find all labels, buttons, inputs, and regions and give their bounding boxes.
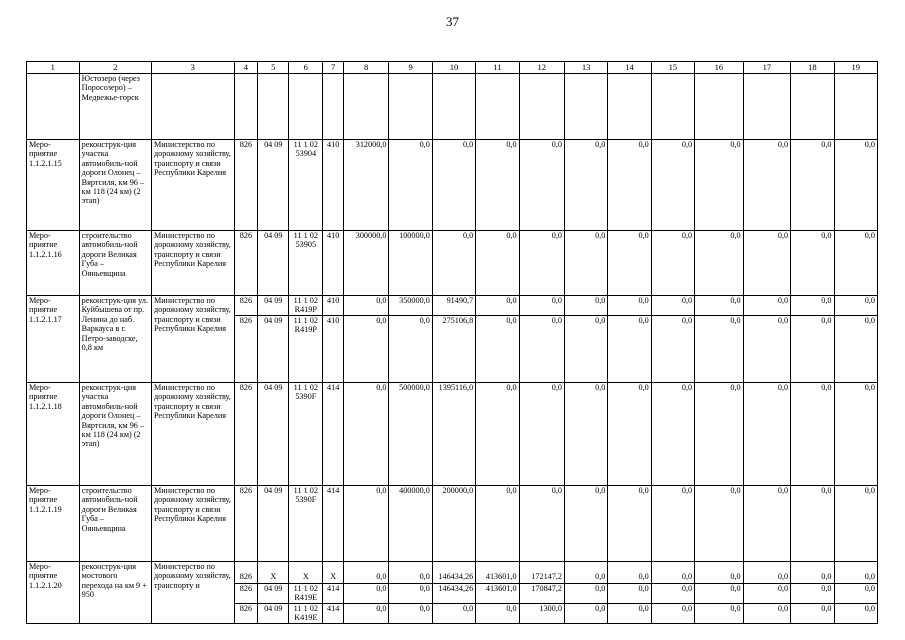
measure-id-cell (27, 74, 80, 140)
value-cell: 826 (234, 140, 258, 231)
value-cell: 146434,26 (432, 562, 475, 584)
value-cell: 11 1 02 5390F (289, 486, 323, 562)
value-cell: 0,0 (791, 383, 834, 486)
value-cell: 0,0 (564, 584, 607, 604)
column-number: 12 (519, 62, 564, 74)
value-cell: 0,0 (564, 486, 607, 562)
value-cell: 11 1 02 R419E (289, 584, 323, 604)
value-cell: 0,0 (432, 140, 475, 231)
value-cell: 11 1 02 R419P (289, 296, 323, 316)
value-cell: 0,0 (651, 296, 694, 316)
measure-name-cell: строительство автомобиль-ной дороги Великая Губа – Ояньевщина (79, 486, 151, 562)
value-cell: 0,0 (791, 296, 834, 316)
value-cell: 11 1 02 53905 (289, 231, 323, 296)
column-number: 5 (258, 62, 289, 74)
table-row (27, 383, 878, 486)
value-cell: 0,0 (743, 316, 791, 383)
value-cell: 0,0 (343, 383, 388, 486)
value-cell: 0,0 (695, 486, 744, 562)
empty-cell (791, 74, 834, 140)
value-cell: 0,0 (564, 231, 607, 296)
empty-cell (476, 74, 519, 140)
empty-cell (258, 74, 289, 140)
value-cell: 0,0 (651, 584, 694, 604)
value-cell: 146434,26 (432, 584, 475, 604)
value-cell: 0,0 (834, 296, 877, 316)
value-cell: 0,0 (389, 140, 432, 231)
value-cell: 172147,2 (519, 562, 564, 584)
table-row (27, 486, 878, 562)
value-cell: 0,0 (608, 140, 651, 231)
empty-cell (389, 74, 432, 140)
value-cell: 0,0 (519, 231, 564, 296)
value-cell: 0,0 (519, 296, 564, 316)
empty-cell (343, 74, 388, 140)
value-cell: 0,0 (432, 231, 475, 296)
column-number: 11 (476, 62, 519, 74)
empty-cell (289, 74, 323, 140)
value-cell: 04 09 (258, 296, 289, 316)
empty-cell (323, 74, 344, 140)
column-number: 13 (564, 62, 607, 74)
column-number: 8 (343, 62, 388, 74)
empty-cell (151, 74, 234, 140)
value-cell: 0,0 (519, 486, 564, 562)
value-cell: 0,0 (743, 383, 791, 486)
header-row (27, 62, 878, 74)
value-cell: 0,0 (343, 603, 388, 623)
empty-cell (695, 74, 744, 140)
value-cell: 414 (323, 486, 344, 562)
column-number: 6 (289, 62, 323, 74)
value-cell: 0,0 (651, 231, 694, 296)
value-cell: 0,0 (834, 486, 877, 562)
value-cell: 0,0 (834, 231, 877, 296)
value-cell: 0,0 (651, 140, 694, 231)
value-cell: 1395116,0 (432, 383, 475, 486)
column-number: 4 (234, 62, 258, 74)
page-number: 37 (446, 14, 459, 29)
value-cell: 413601,0 (476, 584, 519, 604)
value-cell: 312000,0 (343, 140, 388, 231)
value-cell: 0,0 (695, 383, 744, 486)
measure-name-cell: строительство автомобиль-ной дороги Великая Губа – Ояньевщина (79, 231, 151, 296)
measure-id-cell: Меро-приятие 1.1.2.1.19 (27, 486, 80, 562)
column-number: 3 (151, 62, 234, 74)
empty-cell (834, 74, 877, 140)
value-cell: 0,0 (476, 316, 519, 383)
value-cell: 0,0 (834, 584, 877, 604)
value-cell: 04 09 (258, 140, 289, 231)
value-cell: 0,0 (791, 486, 834, 562)
value-cell: 410 (323, 316, 344, 383)
value-cell: Х (323, 562, 344, 584)
value-cell: 0,0 (343, 562, 388, 584)
value-cell: 0,0 (743, 584, 791, 604)
value-cell: 0,0 (608, 603, 651, 623)
value-cell: 0,0 (651, 562, 694, 584)
measure-id-cell: Меро-приятие 1.1.2.1.15 (27, 140, 80, 231)
value-cell: 826 (234, 296, 258, 316)
value-cell: 11 1 02 5390F (289, 383, 323, 486)
empty-cell (564, 74, 607, 140)
value-cell: 11 1 02 R419P (289, 316, 323, 383)
measure-name-cell: реконструк-ция мостового перехода на км 9 + 950 (79, 562, 151, 624)
value-cell: 0,0 (389, 603, 432, 623)
empty-cell (432, 74, 475, 140)
value-cell: 826 (234, 603, 258, 623)
empty-cell (651, 74, 694, 140)
value-cell: 0,0 (519, 383, 564, 486)
value-cell: 0,0 (476, 140, 519, 231)
value-cell: 500000,0 (389, 383, 432, 486)
measure-name-cell: реконструк-ция ул. Куйбышева от пр. Ленина до наб. Варкауса в г. Петро-заводске, 0,8 км (79, 296, 151, 383)
value-cell: 826 (234, 584, 258, 604)
value-cell: 0,0 (651, 486, 694, 562)
table-row (27, 296, 878, 316)
value-cell: 413601,0 (476, 562, 519, 584)
value-cell: 826 (234, 316, 258, 383)
column-number: 14 (608, 62, 651, 74)
value-cell: 414 (323, 584, 344, 604)
value-cell: 0,0 (695, 231, 744, 296)
value-cell: 0,0 (564, 383, 607, 486)
empty-cell (743, 74, 791, 140)
value-cell: 0,0 (608, 486, 651, 562)
value-cell: 0,0 (791, 562, 834, 584)
value-cell: 826 (234, 231, 258, 296)
value-cell: 0,0 (343, 486, 388, 562)
responsible-org-cell: Министерство по дорожному хозяйству, транспорту и связи Республики Карелия (151, 486, 234, 562)
value-cell: 0,0 (743, 296, 791, 316)
value-cell: 0,0 (695, 584, 744, 604)
value-cell: 0,0 (519, 140, 564, 231)
table-row (27, 562, 878, 584)
value-cell: 410 (323, 296, 344, 316)
value-cell: 0,0 (608, 316, 651, 383)
value-cell: 0,0 (476, 603, 519, 623)
value-cell: 04 09 (258, 584, 289, 604)
value-cell: 410 (323, 231, 344, 296)
value-cell: 0,0 (651, 383, 694, 486)
value-cell: 0,0 (564, 316, 607, 383)
value-cell: 0,0 (743, 140, 791, 231)
responsible-org-cell: Министерство по дорожному хозяйству, транспорту и связи Республики Карелия (151, 231, 234, 296)
measure-id-cell: Меро-приятие 1.1.2.1.18 (27, 383, 80, 486)
value-cell: Х (258, 562, 289, 584)
budget-table (26, 61, 878, 624)
value-cell: 414 (323, 383, 344, 486)
value-cell: 0,0 (608, 584, 651, 604)
value-cell: 0,0 (834, 140, 877, 231)
value-cell: 0,0 (791, 140, 834, 231)
measure-name-cell: Юстозеро (через Поросозеро) – Медвежье-горск (79, 74, 151, 140)
column-number: 1 (27, 62, 80, 74)
value-cell: 0,0 (389, 584, 432, 604)
value-cell: 0,0 (476, 486, 519, 562)
value-cell: 350000,0 (389, 296, 432, 316)
value-cell: 0,0 (791, 603, 834, 623)
value-cell: 04 09 (258, 231, 289, 296)
value-cell: 0,0 (695, 603, 744, 623)
value-cell: 0,0 (432, 603, 475, 623)
value-cell: 04 09 (258, 603, 289, 623)
value-cell: 04 09 (258, 383, 289, 486)
value-cell: 0,0 (343, 316, 388, 383)
value-cell: Х (289, 562, 323, 584)
value-cell: 0,0 (834, 603, 877, 623)
value-cell: 0,0 (564, 140, 607, 231)
table-row (27, 231, 878, 296)
value-cell: 0,0 (343, 584, 388, 604)
measure-id-cell: Меро-приятие 1.1.2.1.17 (27, 296, 80, 383)
value-cell: 0,0 (743, 562, 791, 584)
value-cell: 0,0 (564, 562, 607, 584)
column-number: 17 (743, 62, 791, 74)
value-cell: 0,0 (651, 316, 694, 383)
measure-id-cell: Меро-приятие 1.1.2.1.20 (27, 562, 80, 624)
value-cell: 04 09 (258, 486, 289, 562)
column-number: 16 (695, 62, 744, 74)
value-cell: 300000,0 (343, 231, 388, 296)
table-row (27, 140, 878, 231)
value-cell: 1300,0 (519, 603, 564, 623)
value-cell: 0,0 (608, 231, 651, 296)
column-number: 7 (323, 62, 344, 74)
value-cell: 0,0 (695, 140, 744, 231)
value-cell: 275106,8 (432, 316, 475, 383)
value-cell: 100000,0 (389, 231, 432, 296)
value-cell: 0,0 (743, 231, 791, 296)
value-cell: 400000,0 (389, 486, 432, 562)
value-cell: 0,0 (695, 562, 744, 584)
responsible-org-cell: Министерство по дорожному хозяйству, транспорту и связи Республики Карелия (151, 296, 234, 383)
value-cell: 0,0 (476, 296, 519, 316)
value-cell: 0,0 (695, 296, 744, 316)
value-cell: 11 1 02 K419E (289, 603, 323, 623)
empty-cell (608, 74, 651, 140)
value-cell: 0,0 (791, 316, 834, 383)
value-cell: 0,0 (519, 316, 564, 383)
value-cell: 826 (234, 486, 258, 562)
column-number: 10 (432, 62, 475, 74)
value-cell: 170847,2 (519, 584, 564, 604)
value-cell: 0,0 (695, 316, 744, 383)
value-cell: 410 (323, 140, 344, 231)
table-row (27, 74, 878, 140)
responsible-org-cell: Министерство по дорожному хозяйству, транспорту и связи Республики Карелия (151, 140, 234, 231)
value-cell: 0,0 (343, 296, 388, 316)
value-cell: 0,0 (564, 296, 607, 316)
value-cell: 0,0 (743, 486, 791, 562)
value-cell: 0,0 (389, 316, 432, 383)
empty-cell (234, 74, 258, 140)
value-cell: 04 09 (258, 316, 289, 383)
value-cell: 826 (234, 383, 258, 486)
responsible-org-cell: Министерство по дорожному хозяйству, транспорту и связи Республики Карелия (151, 383, 234, 486)
column-number: 9 (389, 62, 432, 74)
value-cell: 0,0 (651, 603, 694, 623)
value-cell: 0,0 (791, 231, 834, 296)
column-number: 19 (834, 62, 877, 74)
column-number: 15 (651, 62, 694, 74)
value-cell: 0,0 (608, 562, 651, 584)
value-cell: 0,0 (834, 316, 877, 383)
value-cell: 0,0 (608, 296, 651, 316)
value-cell: 414 (323, 603, 344, 623)
responsible-org-cell: Министерство по дорожному хозяйству, транспорту и (151, 562, 234, 624)
value-cell: 200000,0 (432, 486, 475, 562)
value-cell: 0,0 (791, 584, 834, 604)
measure-name-cell: реконструк-ция участка автомобиль-ной дороги Олонец – Вяртсиля, км 96 – км 118 (24 км) (2 этап) (79, 383, 151, 486)
value-cell: 0,0 (476, 231, 519, 296)
measure-id-cell: Меро-приятие 1.1.2.1.16 (27, 231, 80, 296)
value-cell: 0,0 (389, 562, 432, 584)
value-cell: 0,0 (608, 383, 651, 486)
empty-cell (519, 74, 564, 140)
value-cell: 11 1 02 53904 (289, 140, 323, 231)
value-cell: 0,0 (834, 562, 877, 584)
value-cell: 0,0 (743, 603, 791, 623)
column-number: 2 (79, 62, 151, 74)
column-number: 18 (791, 62, 834, 74)
value-cell: 0,0 (476, 383, 519, 486)
value-cell: 0,0 (834, 383, 877, 486)
value-cell: 91490,7 (432, 296, 475, 316)
value-cell: 0,0 (564, 603, 607, 623)
measure-name-cell: реконструк-ция участка автомобиль-ной дороги Олонец – Вяртсиля, км 96 – км 118 (24 км) (2 этап) (79, 140, 151, 231)
value-cell: 826 (234, 562, 258, 584)
